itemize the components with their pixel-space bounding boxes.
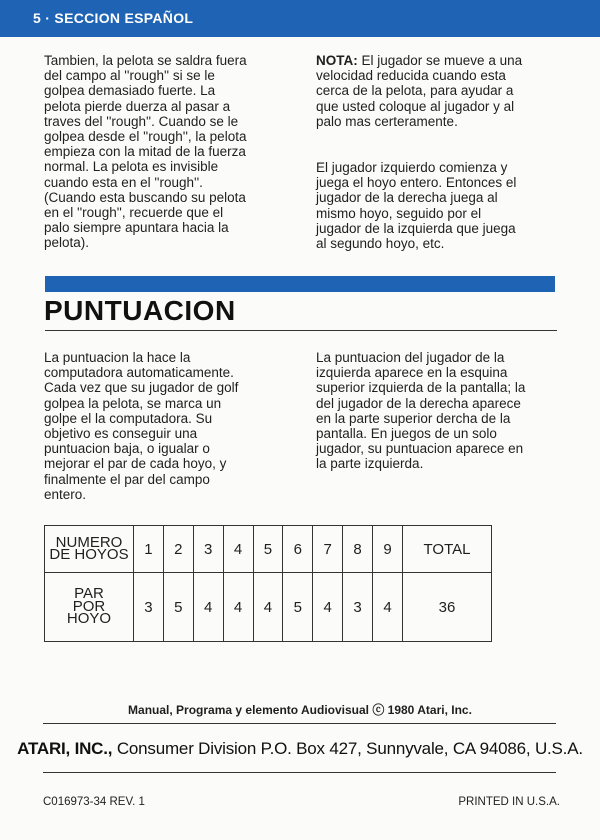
par-value-cell: 3 (343, 573, 373, 642)
nota-label: NOTA: (316, 53, 358, 68)
rough-paragraph: Tambien, la pelota se saldra fuera del campo al ''rough'' si se le golpea demasiado fuerte. La pelota pierde duerza al pasar a traves del ''rough''. Cuando se le golpea desde el ''rough'', la pelota empieza con la mitad de la fuerza normal. La pelota es invisible cuando esta en el ''rough''. (Cuando esta buscando su pelota en el ''rough'', recuerde que el palo siempre apuntara hacia la pelota). (44, 53, 247, 251)
nota-text: El jugador se mueve a una velocidad reducida cuando esta cerca de la pelota, para ayudar a que usted coloque al jugador y al palo mas certeramente. (316, 53, 523, 129)
par-row (45, 573, 492, 642)
par-value-cell: 3 (134, 573, 164, 642)
printed-in-label: PRINTED IN U.S.A. (458, 796, 560, 808)
par-value-cell: 4 (313, 573, 343, 642)
hole-number-cell: 6 (283, 526, 313, 573)
hole-number-cell: 7 (313, 526, 343, 573)
par-row-label: PAR POR HOYO (45, 573, 134, 642)
company-address-text: Consumer Division P.O. Box 427, Sunnyvale, CA 94086, U.S.A. (112, 739, 583, 758)
hole-number-cell: 1 (134, 526, 164, 573)
hole-number-cell: 4 (223, 526, 253, 573)
par-value-cell: 4 (373, 573, 403, 642)
footer-rule-bottom (43, 772, 556, 773)
header-band (0, 0, 600, 37)
hole-number-cell: 8 (343, 526, 373, 573)
document-code: C016973-34 REV. 1 (43, 796, 145, 808)
scoring-paragraph-left: La puntuacion la hace la computadora automaticamente. Cada vez que su jugador de golf golpea la pelota, se marca un golpe el la computadora. Su objetivo es conseguir una puntuacion baja, o igualar o mejorar el par de cada hoyo, y finalmente el par del campo entero. (44, 350, 239, 502)
section-divider-bar (45, 276, 555, 292)
scoring-paragraph-right: La puntuacion del jugador de la izquierda aparece en la esquina superior izquierda de la pantalla; la del jugador de la derecha aparece en la parte superior dercha de la pantalla. En juegos de un solo jugador, su puntuacion aparece en la parte izquierda. (316, 350, 526, 472)
par-value-cell: 4 (193, 573, 223, 642)
turn-order-paragraph: El jugador izquierdo comienza y juega el hoyo entero. Entonces el jugador de la derecha juega al mismo hoyo, seguido por el jugador de la izquierda que juega al segundo hoyo, etc. (316, 160, 517, 252)
holes-row-label: NUMERO DE HOYOS (45, 526, 134, 573)
title-underline (45, 330, 557, 331)
par-value-cell: 5 (163, 573, 193, 642)
par-table (44, 525, 492, 642)
company-address (0, 739, 600, 759)
par-value-cell: 5 (283, 573, 313, 642)
par-value-cell: 4 (253, 573, 283, 642)
section-header-label: 5 · SECCION ESPAÑOL (33, 10, 194, 26)
hole-number-cell: 3 (193, 526, 223, 573)
holes-row (45, 526, 492, 573)
hole-number-cell: 2 (163, 526, 193, 573)
nota-paragraph (316, 53, 522, 129)
par-value-cell: 4 (223, 573, 253, 642)
copyright-credit: Manual, Programa y elemento Audiovisual ⓒ 1980 Atari, Inc. (128, 703, 472, 717)
hole-number-cell: 9 (373, 526, 403, 573)
section-title: PUNTUACION (44, 295, 236, 326)
hole-number-cell: 5 (253, 526, 283, 573)
footer-rule-top (43, 723, 556, 724)
total-header-cell: TOTAL (403, 526, 492, 573)
total-value-cell: 36 (403, 573, 492, 642)
company-brand: ATARI, INC., (17, 739, 113, 758)
